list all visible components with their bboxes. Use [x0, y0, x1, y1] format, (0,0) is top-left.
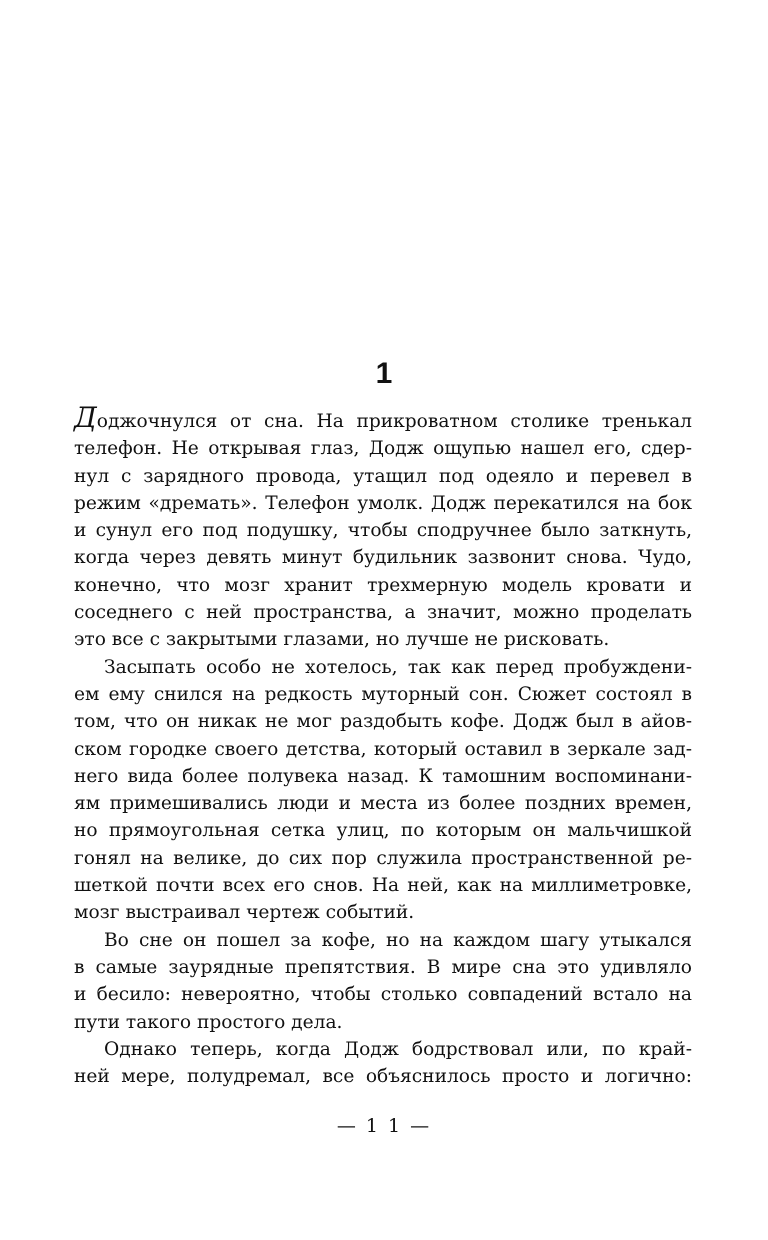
- text-line: и сунул его под подушку, чтобы сподручнее было заткнуть,: [74, 520, 692, 542]
- text-line: в самые заурядные препятствия. В мире сна это удивляло: [74, 956, 692, 978]
- chapter-number: 1: [375, 357, 393, 390]
- paragraph-4: [74, 1036, 692, 1091]
- text-line: нул с зарядного провода, утащил под одеяло и перевел в: [74, 465, 692, 487]
- text-line: Засыпать особо не хотелось, так как перед пробуждени-: [104, 656, 692, 678]
- paragraph-3: [74, 927, 692, 1036]
- text-line: том, что он никак не мог раздобыть кофе. Додж был в айов-: [74, 711, 692, 733]
- text-line: когда через девять минут будильник зазвонит снова. Чудо,: [74, 547, 692, 569]
- text-line: и бесило: невероятно, чтобы столько совпадений встало на: [74, 984, 692, 1006]
- text-line: мозг выстраивал чертеж событий.: [74, 902, 415, 924]
- text-line: него вида более полувека назад. К тамошним воспоминани-: [74, 765, 692, 787]
- text-line: Доджочнулся от сна. На прикроватном столике тренькал: [74, 401, 692, 434]
- text-line: пути такого простого дела.: [74, 1011, 343, 1033]
- page-number: — 1 1 —: [336, 1115, 432, 1137]
- text-line: телефон. Не открывая глаз, Додж ощупью нашел его, сдер-: [74, 438, 692, 460]
- drop-cap: Д: [74, 401, 97, 434]
- paragraph-2: [74, 654, 692, 927]
- text-line: ем ему снился на редкость муторный сон. Сюжет состоял в: [74, 683, 692, 705]
- text-line: гонял на велике, до сих пор служила пространственной ре-: [74, 847, 692, 869]
- chapter-body: [74, 401, 692, 1090]
- text-line: Во сне он пошел за кофе, но на каждом шагу утыкался: [104, 929, 692, 951]
- text-line: но прямоугольная сетка улиц, по которым он мальчишкой: [74, 820, 692, 842]
- text-line: это все с закрытыми глазами, но лучше не рисковать.: [74, 629, 610, 651]
- text-line: соседнего с ней пространства, а значит, можно проделать: [74, 602, 692, 624]
- text-line: Однако теперь, когда Додж бодрствовал или, по край-: [104, 1038, 692, 1060]
- text-line: шеткой почти всех его снов. На ней, как на миллиметровке,: [74, 875, 692, 897]
- text-line: конечно, что мозг хранит трехмерную модель кровати и: [74, 574, 692, 596]
- paragraph-1: [74, 401, 692, 654]
- text-line: ней мере, полудремал, все объяснилось просто и логично:: [74, 1066, 692, 1088]
- text-line: ям примешивались люди и места из более поздних времен,: [74, 793, 692, 815]
- text-line: ском городке своего детства, который оставил в зеркале зад-: [74, 738, 692, 760]
- text-line: режим «дремать». Телефон умолк. Додж перекатился на бок: [74, 492, 692, 514]
